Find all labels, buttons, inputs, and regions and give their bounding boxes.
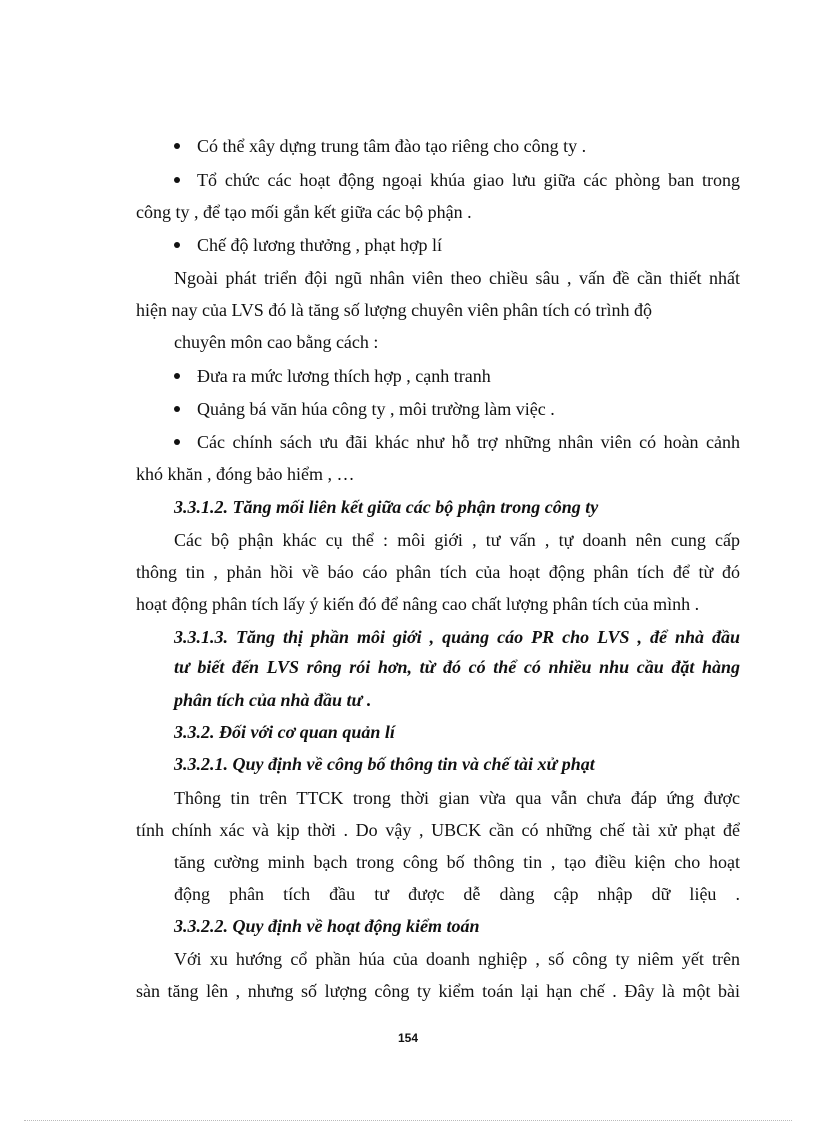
paragraph-line: Thông tin trên TTCK trong thời gian vừa qua vẫn chưa đáp ứng được <box>174 788 740 808</box>
paragraph-line: hiện nay của LVS đó là tăng số lượng chuyên viên phân tích có trình độ <box>136 300 653 320</box>
bullet-icon <box>174 373 180 379</box>
paragraph-line: sàn tăng lên , nhưng số lượng công ty kiểm toán lại hạn chế . Đây là một bài <box>136 981 740 1001</box>
bullet-item: Quảng bá văn húa công ty , môi trường làm việc . <box>174 399 740 419</box>
bullet-icon <box>174 406 180 412</box>
bullet-icon <box>174 143 180 149</box>
paragraph-line: động phân tích đầu tư được dễ dàng cập nhập dữ liệu . <box>174 884 740 904</box>
bullet-item: Tổ chức các hoạt động ngoại khúa giao lưu giữa các phòng ban trong <box>174 170 740 190</box>
bullet-item: Các chính sách ưu đãi khác như hỗ trợ những nhân viên có hoàn cảnh <box>174 432 740 452</box>
page-bottom-divider <box>24 1120 792 1121</box>
section-heading: 3.3.1.2. Tăng mối liên kết giữa các bộ phận trong công ty <box>174 497 599 517</box>
paragraph-line: Với xu hướng cổ phần húa của doanh nghiệp , số công ty niêm yết trên <box>174 949 740 969</box>
page-number: 154 <box>397 1031 419 1045</box>
paragraph-line: hoạt động phân tích lấy ý kiến đó để nâng cao chất lượng phân tích của mình . <box>136 594 700 614</box>
section-heading: tư biết đến LVS rông rói hơn, từ đó có thể có nhiều nhu cầu đặt hàng <box>174 657 740 677</box>
bullet-icon <box>174 242 180 248</box>
paragraph-line: thông tin , phản hồi về báo cáo phân tích của hoạt động phân tích để từ đó <box>136 562 740 582</box>
bullet-item: Đưa ra mức lương thích hợp , cạnh tranh <box>174 366 740 386</box>
bullet-item: Chế độ lương thưởng , phạt hợp lí <box>174 235 740 255</box>
paragraph-line: công ty , để tạo mối gắn kết giữa các bộ phận . <box>136 202 472 222</box>
bullet-icon <box>174 177 180 183</box>
section-heading: 3.3.1.3. Tăng thị phần môi giới , quảng cáo PR cho LVS , để nhà đầu <box>174 627 740 647</box>
section-heading: 3.3.2.1. Quy định về công bố thông tin và chế tài xử phạt <box>174 754 595 774</box>
section-heading: phân tích của nhà đầu tư . <box>174 690 372 710</box>
paragraph-line: tính chính xác và kịp thời . Do vậy , UBCK cần có những chế tài xử phạt để <box>136 820 740 840</box>
bullet-item: Có thể xây dựng trung tâm đào tạo riêng cho công ty . <box>174 136 740 156</box>
paragraph-line: khó khăn , đóng bảo hiểm , … <box>136 464 355 484</box>
paragraph-line: Ngoài phát triển đội ngũ nhân viên theo chiều sâu , vấn đề cần thiết nhất <box>174 268 740 288</box>
bullet-icon <box>174 439 180 445</box>
paragraph-line: tăng cường minh bạch trong công bố thông tin , tạo điều kiện cho hoạt <box>174 852 740 872</box>
section-heading: 3.3.2. Đối với cơ quan quản lí <box>174 722 395 742</box>
paragraph-line: chuyên môn cao bằng cách : <box>174 332 379 352</box>
section-heading: 3.3.2.2. Quy định về hoạt động kiểm toán <box>174 916 480 936</box>
paragraph-line: Các bộ phận khác cụ thể : môi giới , tư vấn , tự doanh nên cung cấp <box>174 530 740 550</box>
